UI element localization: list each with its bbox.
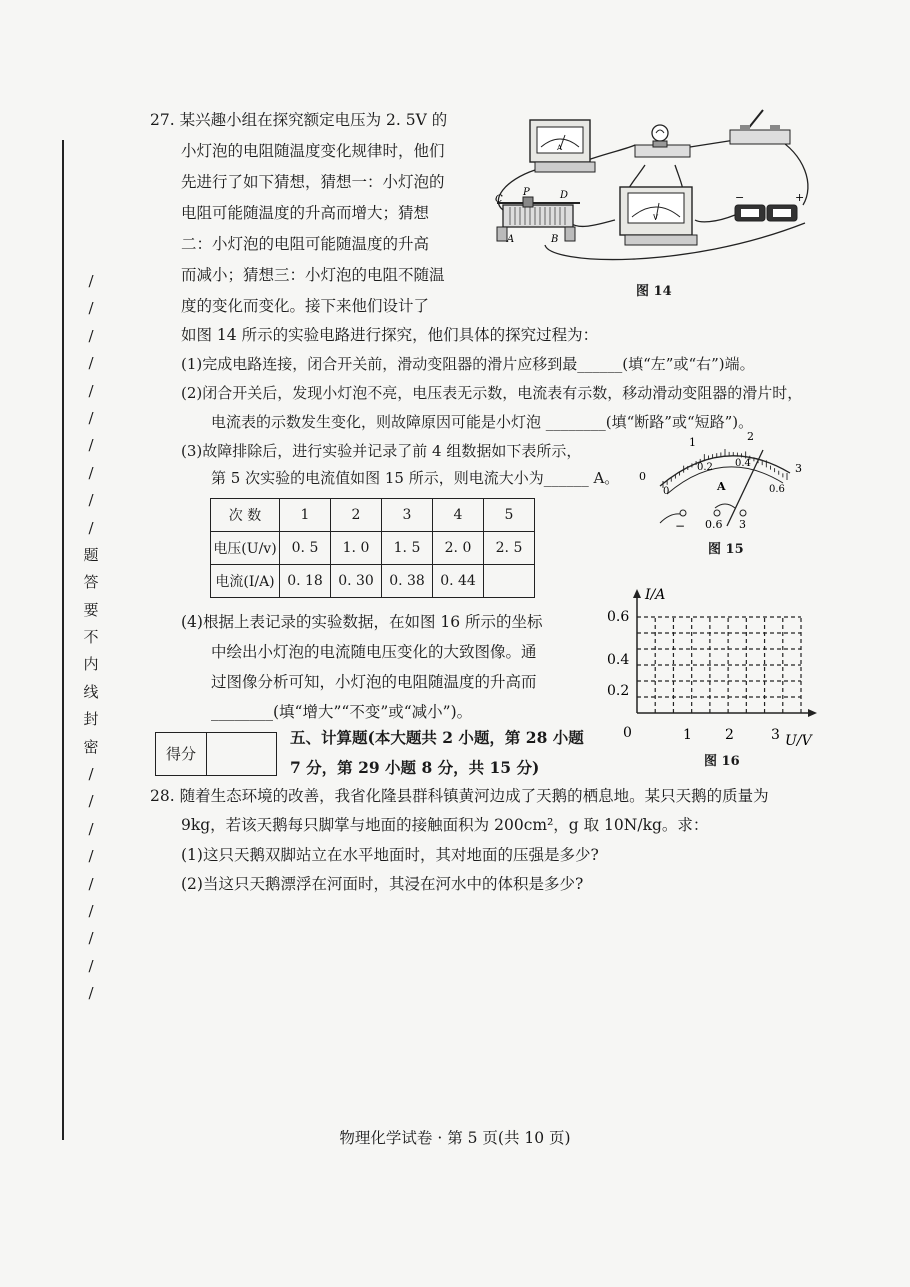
fig16-ytick-02: 0.2 [607,683,630,699]
margin-char: 封 [83,710,99,729]
q27-line-4: 电阻可能随温度的升高而增大；猜想 [181,204,430,222]
fig15-terminal-3: 3 [739,518,746,531]
fig14-label-plus: + [795,191,805,204]
ammeter-device [530,120,595,172]
table-cell: 1. 5 [382,532,433,565]
table-cell: 1 [280,499,331,532]
table-cell: 0. 38 [382,565,433,598]
q27-line-3: 先进行了如下猜想，猜想一：小灯泡的 [181,173,445,191]
fig15-top-1: 1 [689,436,696,449]
table-cell [484,565,535,598]
fig14-circuit [485,105,825,305]
fig15-terminal-06: 0.6 [705,518,723,531]
table-cell: 3 [382,499,433,532]
table-cell: 次 数 [211,499,280,532]
q27-part-3b: 第 5 次实验的电流值如图 15 所示，则电流大小为______ A。 [211,469,620,487]
margin-char: 不 [83,628,99,647]
svg-text:V: V [653,214,659,222]
voltmeter-device [620,187,697,245]
fig15-caption: 图 15 [708,542,744,557]
fig16-xlabel: U/V [785,733,812,749]
margin-char: 答 [83,573,99,592]
table-cell: 5 [484,499,535,532]
fig15-bottom-1: 0.2 [697,462,713,473]
q27-line-7: 度的变化而变化。接下来他们设计了 [181,297,430,315]
margin-char: 内 [83,655,99,674]
fig15-bottom-3: 0.6 [769,484,785,495]
table-cell: 2 [331,499,382,532]
q27-line-2: 小灯泡的电阻随温度变化规律时，他们 [181,142,445,160]
q27-part-1: (1)完成电路连接，闭合开关前，滑动变阻器的滑片应移到最______(填“左”或“右”)端。 [181,355,755,373]
q28-line-1: 28. 随着生态环境的改善，我省化隆县群科镇黄河边成了天鹅的栖息地。某只天鹅的质量为 [150,787,769,805]
fig16-origin: 0 [623,725,632,741]
q27-line-5: 二：小灯泡的电阻可能随温度的升高 [181,235,430,253]
table-cell: 0. 18 [280,565,331,598]
margin-char: 线 [83,682,99,701]
table-cell: 0. 5 [280,532,331,565]
margin-char: 密 [83,737,99,756]
table-cell: 4 [433,499,484,532]
fig15-top-2: 2 [747,430,754,443]
q27-line-8: 如图 14 所示的实验电路进行探究，他们具体的探究过程为： [181,326,599,344]
fig16-grid [605,585,825,755]
fig16-xtick-2: 2 [725,727,734,743]
q27-line-6: 而减小；猜想三：小灯泡的电阻不随温 [181,266,445,284]
q27-part-4-line-2: 中绘出小灯泡的电流随电压变化的大致图像。通 [211,643,537,661]
binding-margin-text: / / / / / / / / / / 题 答 要 不 内 线 封 密 / / / / / / / / / [80,268,102,1008]
fig16-caption: 图 16 [704,754,740,769]
fig15-dial [635,428,810,538]
q27-line-1: 27. 某兴趣小组在探究额定电压为 2. 5V 的 [150,111,448,129]
fig16-ylabel: I/A [645,587,666,603]
table-cell: 0. 30 [331,565,382,598]
fig14-label-c: C [495,194,503,205]
q27-part-4-line-1: (4)根据上表记录的实验数据，在如图 16 所示的坐标 [181,613,543,631]
fig14-label-a: A [507,234,515,245]
svg-text:A: A [557,144,563,152]
q27-part-2b: 电流表的示数发生变化，则故障原因可能是小灯泡 ________(填“断路”或“短路”)。 [211,413,754,431]
fig15-bottom-2: 0.4 [735,458,751,469]
table-cell: 电流(I/A) [211,565,280,598]
battery-device [735,205,797,221]
fig16-xtick-3: 3 [771,727,780,743]
q28-part-2: (2)当这只天鹅漂浮在河面时，其浸在河水中的体积是多少? [181,875,584,893]
table-cell: 2. 0 [433,532,484,565]
fig14-label-minus: − [735,191,745,204]
margin-char: 要 [83,600,99,619]
table-row [211,532,535,565]
fig16-xtick-1: 1 [683,727,692,743]
fig14-caption: 图 14 [636,284,672,299]
fig15-bottom-0: 0 [663,486,670,497]
table-row [211,499,535,532]
table-cell: 2. 5 [484,532,535,565]
q27-part-4-line-4: ________(填“增大”“不变”或“减小”)。 [211,703,473,721]
section-5-title-a: 五、计算题(本大题共 2 小题，第 28 小题 [290,728,584,747]
q28-part-1: (1)这只天鹅双脚站立在水平地面时，其对地面的压强是多少? [181,846,599,864]
score-label: 得分 [156,733,207,775]
q27-part-2a: (2)闭合开关后，发现小灯泡不亮，电压表无示数，电流表有示数，移动滑动变阻器的滑片时， [181,384,803,402]
fig15-unit: A [717,480,726,493]
bulb-device [635,125,690,157]
score-box [155,732,277,776]
q27-part-4-line-3: 过图像分析可知，小灯泡的电阻随温度的升高而 [211,673,537,691]
table-row [211,565,535,598]
q28-line-2: 9kg，若该天鹅每只脚掌与地面的接触面积为 200cm²，g 取 10N/kg。求： [181,816,709,834]
fig14-label-p: P [523,187,530,198]
fig15-terminal-minus: − [675,519,686,533]
table-cell: 0. 44 [433,565,484,598]
q27-part-3a: (3)故障排除后，进行实验并记录了前 4 组数据如下表所示， [181,442,582,460]
switch-device [730,110,790,144]
page-footer: 物理化学试卷 · 第 5 页(共 10 页) [339,1129,571,1147]
fig16-ytick-04: 0.4 [607,652,630,668]
section-5-title-b: 7 分，第 29 小题 8 分，共 15 分) [290,758,540,777]
table-cell: 1. 0 [331,532,382,565]
fig14-label-d: D [560,190,569,201]
margin-char: 题 [83,545,99,564]
binding-line [62,140,64,1140]
fig15-top-3: 3 [795,462,802,475]
data-table [210,498,535,598]
fig16-ytick-06: 0.6 [607,609,630,625]
fig14-label-b: B [551,234,559,245]
fig15-top-0: 0 [639,470,646,483]
table-cell: 电压(U/v) [211,532,280,565]
